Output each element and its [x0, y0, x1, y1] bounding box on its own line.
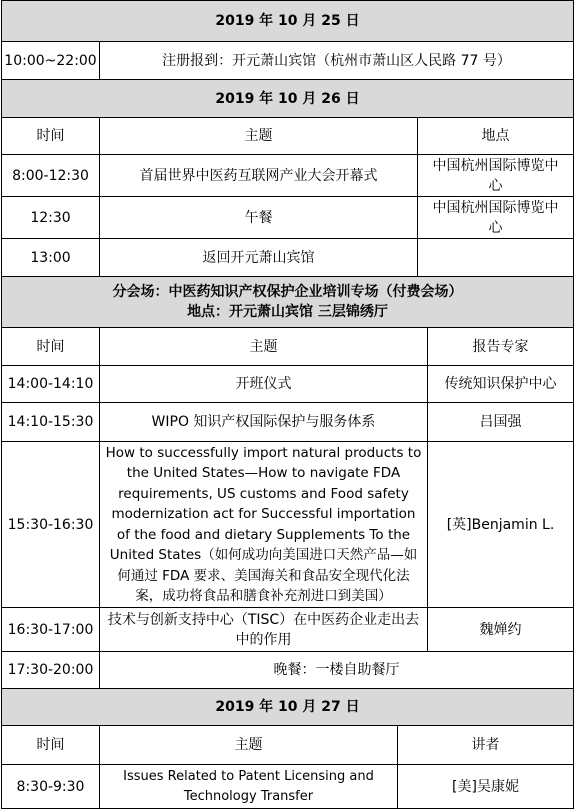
header-row: [1, 117, 574, 154]
date-row-day2: [1, 79, 574, 117]
header-row: [1, 725, 574, 764]
column-header-time: 时间: [1, 725, 99, 764]
topic-cell: How to successfully import natural products to the United States—How to navigate FDA requirements, US customs and Food safety modernization act for Successful importation of the food and dietary Supplements To the United States（如何成功向美国进口天然产品—如何通过 FDA 要求、美国海关和食品安全现代化法案，成功将食品和膳食补充剂进口到美国）: [99, 441, 427, 607]
topic-cell: WIPO 知识产权国际保护与服务体系: [99, 402, 427, 441]
speaker-cell: [英]Benjamin L.: [427, 441, 574, 607]
session-title: 分会场：中医药知识产权保护企业培训专场（付费会场）: [112, 284, 463, 300]
topic-cell: 首届世界中医药互联网产业大会开幕式: [99, 154, 417, 196]
speaker-cell: 传统知识保护中心: [427, 365, 574, 402]
registration-cell: 注册报到：开元萧山宾馆（杭州市萧山区人民路 77 号）: [99, 41, 574, 79]
session-header-row: [1, 276, 574, 327]
time-cell: 8:00-12:30: [1, 154, 99, 196]
speaker-cell: [美]吴康妮: [397, 764, 574, 809]
table-row: [1, 764, 574, 809]
time-cell: 12:30: [1, 196, 99, 238]
topic-cell: 技术与创新支持中心（TISC）在中医药企业走出去中的作用: [99, 607, 427, 651]
topic-cell: 开班仪式: [99, 365, 427, 402]
time-cell: 15:30-16:30: [1, 441, 99, 607]
date-row-day1: [1, 0, 574, 41]
time-cell: 10:00~22:00: [1, 41, 99, 79]
column-header-topic: 主题: [99, 725, 397, 764]
time-cell: 13:00: [1, 238, 99, 276]
time-cell: 17:30-20:00: [1, 651, 99, 688]
topic-cell: 午餐: [99, 196, 417, 238]
session-venue: 地点：开元萧山宾馆 三层锦绣厅: [187, 304, 388, 320]
table-row: [1, 402, 574, 441]
date-header: 2019 年 10 月 25 日: [1, 0, 574, 41]
column-header-speaker: 讲者: [397, 725, 574, 764]
column-header-place: 地点: [417, 117, 574, 154]
speaker-cell: 吕国强: [427, 402, 574, 441]
date-row-day3: [1, 688, 574, 725]
time-cell: 14:10-15:30: [1, 402, 99, 441]
header-row: [1, 327, 574, 365]
place-cell: 中国杭州国际博览中心: [417, 154, 574, 196]
date-header: 2019 年 10 月 27 日: [1, 688, 574, 725]
session-header: [1, 276, 574, 327]
speaker-cell: 魏婵约: [427, 607, 574, 651]
dinner-cell: 晚餐：一楼自助餐厅: [99, 651, 574, 688]
place-cell: 中国杭州国际博览中心: [417, 196, 574, 238]
topic-cell: Issues Related to Patent Licensing and Technology Transfer: [99, 764, 397, 809]
table-row: [1, 365, 574, 402]
column-header-time: 时间: [1, 117, 99, 154]
column-header-topic: 主题: [99, 327, 427, 365]
topic-cell: 返回开元萧山宾馆: [99, 238, 417, 276]
place-cell: [417, 238, 574, 276]
date-header: 2019 年 10 月 26 日: [1, 79, 574, 117]
table-row: [1, 154, 574, 196]
column-header-time: 时间: [1, 327, 99, 365]
column-header-topic: 主题: [99, 117, 417, 154]
table-row: [1, 441, 574, 607]
table-row: [1, 651, 574, 688]
table-row: [1, 196, 574, 238]
column-header-speaker: 报告专家: [427, 327, 574, 365]
table-row: [1, 607, 574, 651]
table-row: [1, 41, 574, 79]
time-cell: 14:00-14:10: [1, 365, 99, 402]
time-cell: 8:30-9:30: [1, 764, 99, 809]
table-row: [1, 238, 574, 276]
time-cell: 16:30-17:00: [1, 607, 99, 651]
